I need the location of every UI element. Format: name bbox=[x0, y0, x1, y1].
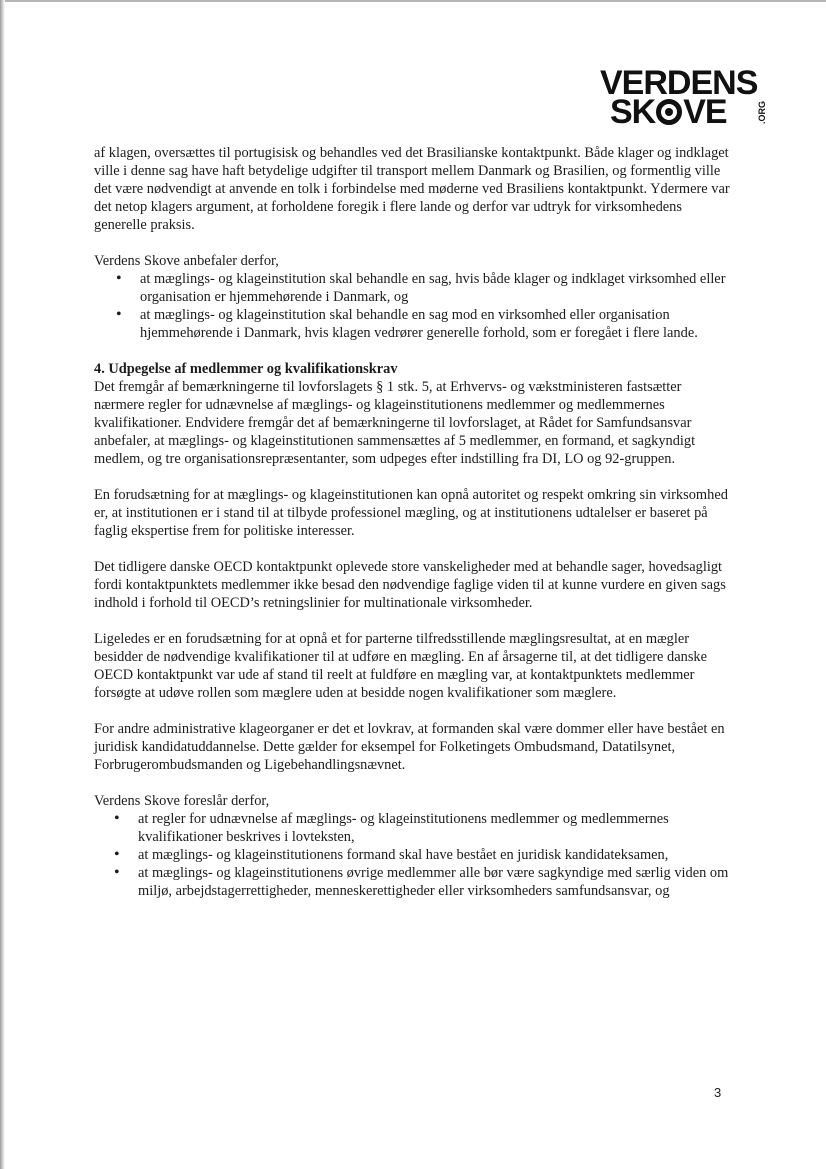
paragraph-3: Det fremgår af bemærkningerne til lovforslagets § 1 stk. 5, at Erhvervs- og vækstministeren fastsætter nærmere regler for udnævnelse af mæglings- og klageinstitutionens medlemmer og medlemmernes kvalifikationer. Endvidere fremgår det af bemærkningerne til lovforslaget, at Rådet for Samfundsansvar anbefaler, at mæglings- og klageinstitutionen sammensættes af 5 medlemmer, en formand, et sagkyndigt medlem, og tre organisationsrepræsentanter, som udpeges efter indstilling fra DI, LO og 92-gruppen. bbox=[94, 379, 696, 467]
scan-edge-top bbox=[0, 0, 826, 2]
list-item: • at mæglings- og klageinstitutionens øvrige medlemmer alle bør være sagkyndige med særlig viden om miljø, arbejdstagerrettigheder, menneskerettigheder eller virksomheders samfundsansvar, og bbox=[94, 864, 734, 900]
list-item: • at mæglings- og klageinstitution skal behandle en sag, hvis både klager og indklaget virksomhed eller organisation er hjemmehørende i Danmark, og bbox=[94, 270, 734, 306]
scan-edge-left bbox=[0, 0, 5, 1169]
paragraph-7: For andre administrative klageorganer er det et lovkrav, at formanden skal være dommer eller have bestået en juridisk kandidatuddannelse. Dette gælder for eksempel for Folketingets Ombudsmand, Datatilsynet, Forbrugerombudsmanden og Ligebehandlingsnævnet. bbox=[94, 721, 725, 773]
paragraph-8: Verdens Skove foreslår derfor, bbox=[94, 793, 270, 809]
verdens-skove-logo bbox=[598, 66, 773, 130]
paragraph-5: Det tidligere danske OECD kontaktpunkt oplevede store vanskeligheder med at behandle sager, hovedsagligt fordi kontaktpunktets medlemmer ikke besad den nødvendige faglige viden til at kunne vurdere en given sags indhold i forhold til OECD’s retningslinier for multinationale virksomheder. bbox=[94, 559, 726, 611]
tree-ring-icon bbox=[656, 99, 682, 125]
recommendation-list-2 bbox=[94, 810, 734, 900]
logo-line-2 bbox=[610, 95, 727, 129]
list-item: • at mæglings- og klageinstitution skal behandle en sag mod en virksomhed eller organisation hjemmehørende i Danmark, hvis klagen vedrører generelle forhold, som er foregået i flere lande. bbox=[94, 306, 734, 342]
list-item: • at mæglings- og klageinstitutionens formand skal have bestået en juridisk kandidateksamen, bbox=[94, 846, 734, 864]
logo-line-2-a: SK bbox=[610, 93, 656, 131]
paragraph-6: Ligeledes er en forudsætning for at opnå et for parterne tilfredsstillende mæglingsresultat, at en mægler besidder de nødvendige kvalifikationer til at udføre en mægling. En af årsagerne til, at det tidligere danske OECD kontaktpunkt var ude af stand til reelt at fuldføre en mægling var, at kontaktpunktets medlemmer forsøgte at udøve rollen som mæglere uden at besidde nogen kvalifikationer som mæglere. bbox=[94, 631, 708, 701]
recommendation-list-1 bbox=[94, 270, 734, 342]
document-body bbox=[94, 144, 734, 918]
logo-line-1: VERDENS bbox=[600, 64, 758, 102]
paragraph-2: Verdens Skove anbefaler derfor, bbox=[94, 253, 279, 269]
paragraph-4: En forudsætning for at mæglings- og klageinstitutionen kan opnå autoritet og respekt omkring sin virksomhed er, at institutionen er i stand til at tilbyde professionel mægling, og at institutionens udtalelser er baseret på faglig ekspertise frem for politiske interesser. bbox=[94, 487, 728, 539]
paragraph-1: af klagen, oversættes til portugisisk og behandles ved det Brasilianske kontaktpunkt. Både klager og indklaget ville i denne sag have haft betydelige udgifter til transport mellem Danmark og Brasilien, og formentlig ville det være nødvendigt at anvende en tolk i forbindelse med møderne ved Brasiliens kontaktpunkt. Ydermere var det netop klagers argument, at forholdene foregik i flere lande og derfor var udtryk for virksomhedens generelle praksis. bbox=[94, 145, 730, 233]
list-item: • at regler for udnævnelse af mæglings- og klageinstitutionens medlemmer og medlemmernes kvalifikationer beskrives i lovteksten, bbox=[94, 810, 734, 846]
logo-org-suffix: .ORG bbox=[757, 101, 767, 125]
page-number: 3 bbox=[714, 1085, 722, 1100]
section-heading: 4. Udpegelse af medlemmer og kvalifikationskrav bbox=[94, 361, 398, 377]
logo-line-2-b: VE bbox=[683, 93, 727, 131]
